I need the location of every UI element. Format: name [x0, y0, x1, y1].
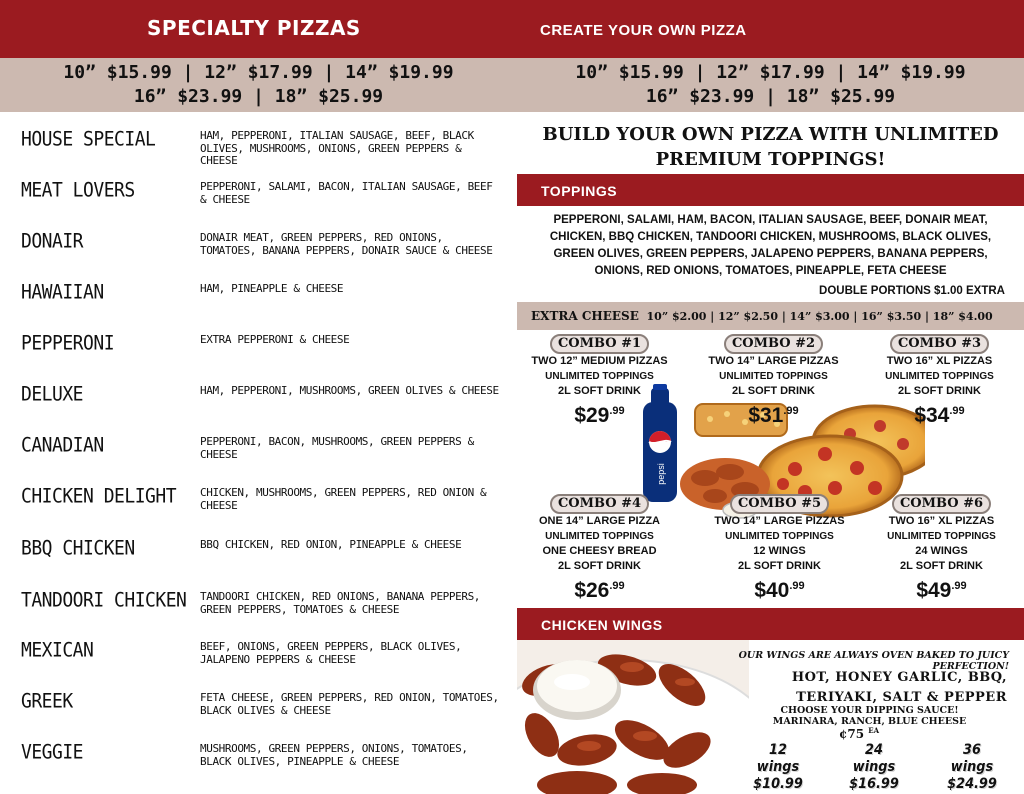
- combo-title: COMBO #1: [550, 334, 649, 354]
- menu-item: [0, 639, 517, 689]
- combo-price-dollars: $31: [748, 404, 784, 427]
- item-name: MEAT LOVERS: [21, 179, 135, 203]
- item-desc: PEPPERONI, SALAMI, BACON, ITALIAN SAUSAGE, BEEF & CHEESE: [200, 180, 493, 206]
- toppings-line: CHICKEN, BBQ CHICKEN, TANDOORI CHICKEN, MUSHROOMS, BLACK OLIVES,: [549, 231, 992, 243]
- wing-count: 12 wings: [756, 742, 800, 775]
- combo-line: 2L SOFT DRINK: [898, 385, 981, 397]
- menu-item: [0, 537, 517, 587]
- combo-4: [517, 494, 682, 603]
- combo-line: ONE 14” LARGE PIZZA: [538, 515, 661, 527]
- combo-price-dollars: $26: [574, 579, 610, 602]
- item-name: TANDOORI CHICKEN: [21, 589, 187, 613]
- item-name: HOUSE SPECIAL: [21, 128, 156, 152]
- create-price-line-1: 10” $15.99 | 12” $17.99 | 14” $19.99: [575, 62, 966, 83]
- wing-count: 36 wings: [950, 742, 994, 775]
- menu-item: [0, 741, 517, 791]
- create-title: CREATE YOUR OWN PIZZA: [540, 22, 747, 39]
- item-name: DONAIR: [21, 230, 84, 254]
- item-name: CHICKEN DELIGHT: [21, 485, 177, 509]
- double-portions: DOUBLE PORTIONS $1.00 EXTRA: [819, 285, 1005, 297]
- item-desc: TANDOORI CHICKEN, RED ONIONS, BANANA PEPPERS, GREEN PEPPERS, TOMATOES & CHEESE: [200, 590, 481, 616]
- combo-line: TWO 14” LARGE PIZZAS: [708, 355, 839, 367]
- toppings-list: [517, 212, 1024, 280]
- combo-2: [691, 334, 856, 428]
- toppings-line: PEPPERONI, SALAMI, HAM, BACON, ITALIAN SAUSAGE, BEEF, DONAIR MEAT,: [553, 214, 988, 226]
- menu-item: [0, 230, 517, 280]
- menu-item: [0, 485, 517, 535]
- specialty-title: SPECIALTY PIZZAS: [147, 16, 361, 40]
- toppings-title: TOPPINGS: [541, 183, 618, 199]
- combo-price: [517, 399, 682, 428]
- create-price-line-2: 16” $23.99 | 18” $25.99: [645, 86, 896, 107]
- toppings-header: [517, 174, 1024, 206]
- item-desc: PEPPERONI, BACON, MUSHROOMS, GREEN PEPPERS & CHEESE: [200, 435, 474, 461]
- flavors-line-2: TERIYAKI, SALT & PEPPER: [796, 690, 1007, 705]
- combo-6: [859, 494, 1024, 603]
- combo-line: ONE CHEESY BREAD: [542, 545, 657, 557]
- wing-price-12: [746, 742, 810, 793]
- menu-item: [0, 383, 517, 433]
- wings-title: CHICKEN WINGS: [541, 617, 663, 633]
- combo-price-dollars: $40: [754, 579, 790, 602]
- item-desc: HAM, PEPPERONI, ITALIAN SAUSAGE, BEEF, BLACK OLIVES, MUSHROOMS, ONIONS, GREEN PEPPERS & CHEESE: [200, 129, 474, 167]
- menu-item: [0, 128, 517, 178]
- wing-price: $16.99: [849, 776, 899, 792]
- item-name: PEPPERONI: [21, 332, 115, 356]
- wing-price-24: [842, 742, 906, 793]
- wings-tagline: OUR WINGS ARE ALWAYS OVEN BAKED TO JUICY PERFECTION!: [738, 650, 1009, 672]
- item-name: VEGGIE: [21, 741, 84, 765]
- combo-title: COMBO #3: [890, 334, 989, 354]
- combo-line: UNLIMITED TOPPINGS: [719, 371, 828, 382]
- build-your-own-heading: [517, 122, 1024, 172]
- menu-item: [0, 434, 517, 484]
- combo-price: [691, 399, 856, 428]
- extra-cheese-bar: [517, 302, 1024, 330]
- item-desc: BBQ CHICKEN, RED ONION, PINEAPPLE & CHEESE: [200, 538, 462, 551]
- combo-line: UNLIMITED TOPPINGS: [885, 371, 994, 382]
- combo-price-cents: .99: [949, 405, 965, 417]
- combo-5: [697, 494, 862, 603]
- wing-price-36: [940, 742, 1004, 793]
- menu-item: [0, 179, 517, 229]
- combo-price: [517, 574, 682, 603]
- wings-header: [517, 608, 1024, 640]
- specialty-header: [0, 0, 517, 58]
- combo-price: [857, 399, 1022, 428]
- wing-count: 24 wings: [852, 742, 896, 775]
- wing-flavors: [717, 668, 1007, 708]
- combo-1: [517, 334, 682, 428]
- combo-line: TWO 16” XL PIZZAS: [888, 515, 995, 527]
- combo-line: UNLIMITED TOPPINGS: [725, 531, 834, 542]
- combo-price: [859, 574, 1024, 603]
- item-desc: HAM, PEPPERONI, MUSHROOMS, GREEN OLIVES & CHEESE: [200, 384, 499, 397]
- drink-label: pepsi: [656, 463, 666, 485]
- dip-line-1: CHOOSE YOUR DIPPING SAUCE!: [780, 705, 959, 716]
- combo-line: 2L SOFT DRINK: [558, 560, 641, 572]
- extra-cheese-label: EXTRA CHEESE: [531, 309, 639, 323]
- combo-price-cents: .99: [783, 405, 799, 417]
- item-name: HAWAIIAN: [21, 281, 104, 305]
- combo-title: COMBO #6: [892, 494, 991, 514]
- combo-price-dollars: $29: [574, 404, 610, 427]
- item-name: GREEK: [21, 690, 73, 714]
- combo-line: 2L SOFT DRINK: [732, 385, 815, 397]
- combo-line: TWO 16” XL PIZZAS: [886, 355, 993, 367]
- create-your-own-panel: [517, 0, 1024, 794]
- combo-line: UNLIMITED TOPPINGS: [545, 371, 654, 382]
- item-desc: CHICKEN, MUSHROOMS, GREEN PEPPERS, RED ONION & CHEESE: [200, 486, 487, 512]
- dip-price: [839, 726, 879, 741]
- combo-line: TWO 14” LARGE PIZZAS: [714, 515, 845, 527]
- combo-line: 12 WINGS: [753, 545, 806, 557]
- combo-line: 2L SOFT DRINK: [900, 560, 983, 572]
- combo-line: 24 WINGS: [915, 545, 968, 557]
- item-name: MEXICAN: [21, 639, 94, 663]
- create-header: [517, 0, 1024, 58]
- combo-title: COMBO #5: [730, 494, 829, 514]
- item-desc: BEEF, ONIONS, GREEN PEPPERS, BLACK OLIVES, JALAPENO PEPPERS & CHEESE: [200, 640, 462, 666]
- combo-price-cents: .99: [789, 580, 805, 592]
- item-name: DELUXE: [21, 383, 84, 407]
- menu-item: [0, 589, 517, 639]
- extra-cheese-prices: 10” $2.00 | 12” $2.50 | 14” $3.00 | 16” $3.50 | 18” $4.00: [646, 310, 993, 323]
- dip-price-unit: EA: [868, 726, 880, 735]
- toppings-line: GREEN OLIVES, GREEN PEPPERS, JALAPENO PEPPERS, BANANA PEPPERS,: [553, 248, 988, 260]
- combo-line: UNLIMITED TOPPINGS: [887, 531, 996, 542]
- specialty-price-line-2: 16” $23.99 | 18” $25.99: [133, 86, 384, 107]
- flavors-line-1: HOT, HONEY GARLIC, BBQ,: [791, 670, 1007, 685]
- combo-price-dollars: $34: [914, 404, 950, 427]
- combo-line: 2L SOFT DRINK: [738, 560, 821, 572]
- item-desc: HAM, PINEAPPLE & CHEESE: [200, 282, 344, 295]
- create-price-bar: [517, 58, 1024, 112]
- item-name: CANADIAN: [21, 434, 104, 458]
- dip-price-value: ¢75: [839, 727, 865, 741]
- combo-price-cents: .99: [609, 580, 625, 592]
- dip-line-2: MARINARA, RANCH, BLUE CHEESE: [772, 716, 967, 727]
- combo-price-cents: .99: [951, 580, 967, 592]
- item-desc: DONAIR MEAT, GREEN PEPPERS, RED ONIONS, TOMATOES, BANANA PEPPERS, DONAIR SAUCE & CHEESE: [200, 231, 493, 257]
- combo-line: TWO 12” MEDIUM PIZZAS: [531, 355, 668, 367]
- item-desc: FETA CHEESE, GREEN PEPPERS, RED ONION, TOMATOES, BLACK OLIVES & CHEESE: [200, 691, 499, 717]
- item-desc: MUSHROOMS, GREEN PEPPERS, ONIONS, TOMATOES, BLACK OLIVES, PINEAPPLE & CHEESE: [200, 742, 468, 768]
- combo-title: COMBO #2: [724, 334, 823, 354]
- menu-item: [0, 332, 517, 382]
- menu-item: [0, 690, 517, 740]
- combo-price-dollars: $49: [916, 579, 952, 602]
- dipping-sauce: [747, 705, 992, 727]
- toppings-line: ONIONS, RED ONIONS, TOMATOES, PINEAPPLE, FETA CHEESE: [594, 265, 947, 277]
- combo-line: UNLIMITED TOPPINGS: [545, 531, 654, 542]
- combo-price-cents: .99: [609, 405, 625, 417]
- wing-price: $10.99: [753, 776, 803, 792]
- menu-item: [0, 281, 517, 331]
- item-desc: EXTRA PEPPERONI & CHEESE: [200, 333, 350, 346]
- specialty-price-line-1: 10” $15.99 | 12” $17.99 | 14” $19.99: [63, 62, 454, 83]
- combo-title: COMBO #4: [550, 494, 649, 514]
- build-line-1: BUILD YOUR OWN PIZZA WITH UNLIMITED: [542, 124, 999, 145]
- specialty-price-bar: [0, 58, 517, 112]
- build-line-2: PREMIUM TOPPINGS!: [655, 149, 886, 170]
- item-name: BBQ CHICKEN: [21, 537, 135, 561]
- combo-line: 2L SOFT DRINK: [558, 385, 641, 397]
- wing-price: $24.99: [947, 776, 997, 792]
- combo-price: [697, 574, 862, 603]
- combo-3: [857, 334, 1022, 428]
